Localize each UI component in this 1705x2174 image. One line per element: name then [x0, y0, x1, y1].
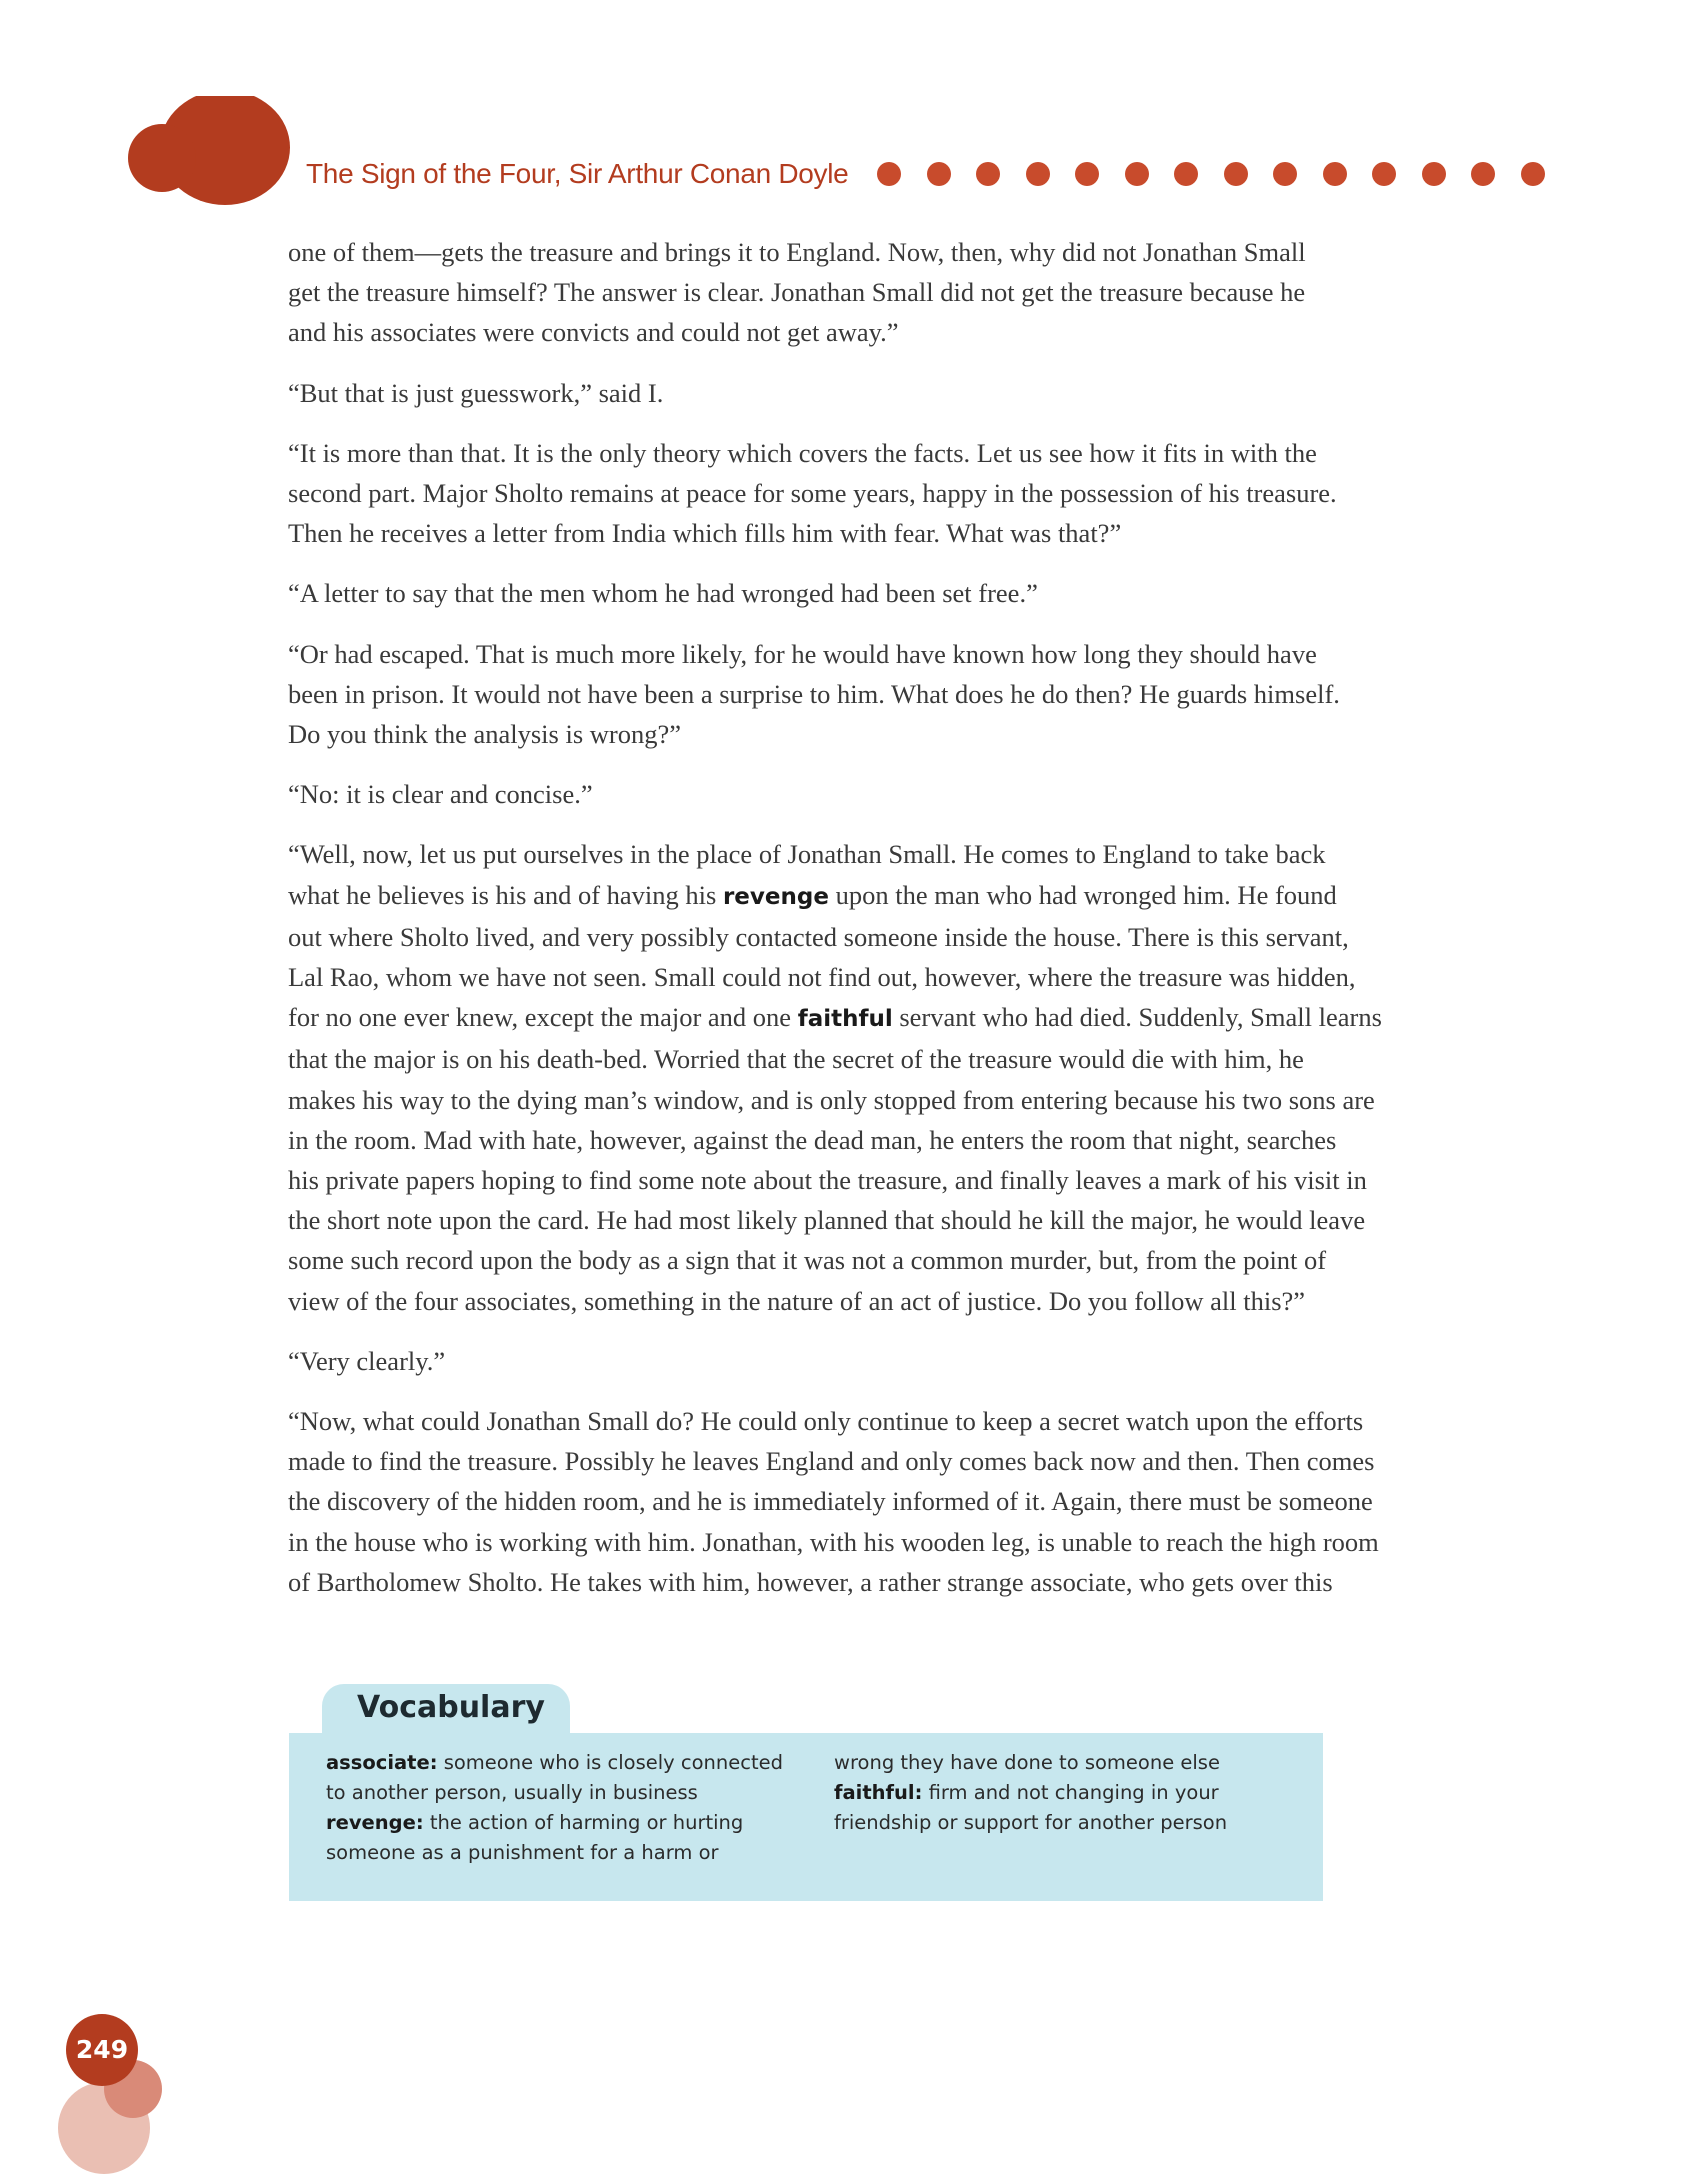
- vocabulary-term-highlight: faithful: [797, 1006, 893, 1033]
- vocabulary-term: revenge:: [326, 1811, 424, 1834]
- vocabulary-definition: wrong they have done to someone else: [834, 1751, 1220, 1774]
- header-dot: [1471, 162, 1495, 186]
- header-dot-row: [877, 162, 1567, 188]
- paragraph-text: “Or had escaped. That is much more likely, for he would have known how long they should have been in prison. It would not have been a surprise to him. What does he do then? He guards himself. Do you think the analysis is wrong?”: [288, 638, 1340, 750]
- header-dot: [976, 162, 1000, 186]
- paragraph-text: “No: it is clear and concise.”: [288, 779, 593, 810]
- vocabulary-definition: someone as a punishment for a harm or: [326, 1841, 719, 1864]
- vocabulary-line: [326, 1808, 796, 1838]
- vocabulary-line: [326, 1778, 796, 1808]
- story-paragraph: [288, 634, 1508, 755]
- vocabulary-definition: firm and not changing in your: [922, 1781, 1219, 1804]
- header-dot: [1125, 162, 1149, 186]
- vocabulary-title: Vocabulary: [357, 1690, 545, 1725]
- vocabulary-definition: the action of harming or hurting: [423, 1811, 744, 1834]
- header-decoration-blob-small: [128, 124, 196, 192]
- story-paragraph: [288, 774, 1508, 814]
- running-header-title: The Sign of the Four, Sir Arthur Conan Doyle: [306, 158, 849, 189]
- story-paragraph: [288, 232, 1508, 353]
- vocabulary-line: [326, 1748, 796, 1778]
- story-paragraph: [288, 573, 1508, 613]
- vocabulary-term-highlight: revenge: [722, 883, 829, 910]
- vocabulary-definition: someone who is closely connected: [437, 1751, 783, 1774]
- vocabulary-column-left: [326, 1748, 796, 1868]
- story-text: [288, 232, 1508, 1622]
- header-dot: [1273, 162, 1297, 186]
- header-dot: [1224, 162, 1248, 186]
- header-dot: [1026, 162, 1050, 186]
- story-paragraph: [288, 433, 1508, 554]
- vocabulary-definition: friendship or support for another person: [834, 1811, 1228, 1834]
- header-decoration-cut: [120, 70, 320, 96]
- paragraph-text: servant who had died. Suddenly, Small learns that the major is on his death-bed. Worried that the secret of the treasure would die with him, he makes his way to the dying man’s window, and is only stopped from entering because his two sons are in the room. Mad with hate, however, against the dead man, he enters the room that night, searches his private papers hoping to find some note about the treasure, and finally leaves a mark of his visit in the short note upon the card. He had most likely planned that should he kill the major, he would leave some such record upon the body as a sign that it was not a common murder, but, from the point of view of the four associates, something in the nature of an act of justice. Do you follow all this?”: [288, 1002, 1382, 1316]
- header-dot: [1521, 162, 1545, 186]
- paragraph-text: “Well, now, let us put ourselves in the place of Jonathan Small. He comes to England to take back what he believes is his and of having his: [288, 839, 1326, 910]
- header-dot: [1372, 162, 1396, 186]
- paragraph-text: “Very clearly.”: [288, 1345, 446, 1376]
- vocabulary-definition: to another person, usually in business: [326, 1781, 698, 1804]
- paragraph-text: one of them—gets the treasure and brings it to England. Now, then, why did not Jonathan Small get the treasure himself? The answer is clear. Jonathan Small did not get the treasure because he and his associates were convicts and could not get away.”: [288, 237, 1306, 348]
- page-number: 249: [75, 2035, 129, 2064]
- vocabulary-line: [326, 1838, 796, 1868]
- story-paragraph: [288, 834, 1508, 1320]
- vocabulary-column-right: [834, 1748, 1304, 1838]
- paragraph-text: “It is more than that. It is the only theory which covers the facts. Let us see how it fits in with the second part. Major Sholto remains at peace for some years, happy in the possession of his treasure. Then he receives a letter from India which fills him with fear. What was that?”: [288, 437, 1337, 549]
- story-paragraph: [288, 1341, 1508, 1381]
- vocabulary-line: [834, 1808, 1304, 1838]
- vocabulary-line: [834, 1778, 1304, 1808]
- paragraph-text: “But that is just guesswork,” said I.: [288, 377, 664, 408]
- story-paragraph: [288, 1401, 1508, 1602]
- vocabulary-term: associate:: [326, 1751, 438, 1774]
- header-dot: [1075, 162, 1099, 186]
- paragraph-text: upon the man who had wronged him. He found out where Sholto lived, and very possibly contacted someone inside the house. There is this servant, Lal Rao, whom we have not seen. Small could not find out, however, where the treasure was hidden, for no one ever knew, except the major and one: [288, 879, 1356, 1033]
- story-paragraph: [288, 373, 1508, 413]
- paragraph-text: “Now, what could Jonathan Small do? He could only continue to keep a secret watch upon the efforts made to find the treasure. Possibly he leaves England and only comes back now and then. Then comes the discovery of the hidden room, and he is immediately informed of it. Again, there must be someone in the house who is working with him. Jonathan, with his wooden leg, is unable to reach the high room of Bartholomew Sholto. He takes with him, however, a rather strange associate, who gets over this: [288, 1406, 1379, 1597]
- header-dot: [1323, 162, 1347, 186]
- paragraph-text: “A letter to say that the men whom he had wronged had been set free.”: [288, 578, 1038, 609]
- header-dot: [1422, 162, 1446, 186]
- header-dot: [927, 162, 951, 186]
- vocabulary-line: [834, 1748, 1304, 1778]
- header-dot: [877, 162, 901, 186]
- vocabulary-term: faithful:: [834, 1781, 923, 1804]
- header-dot: [1174, 162, 1198, 186]
